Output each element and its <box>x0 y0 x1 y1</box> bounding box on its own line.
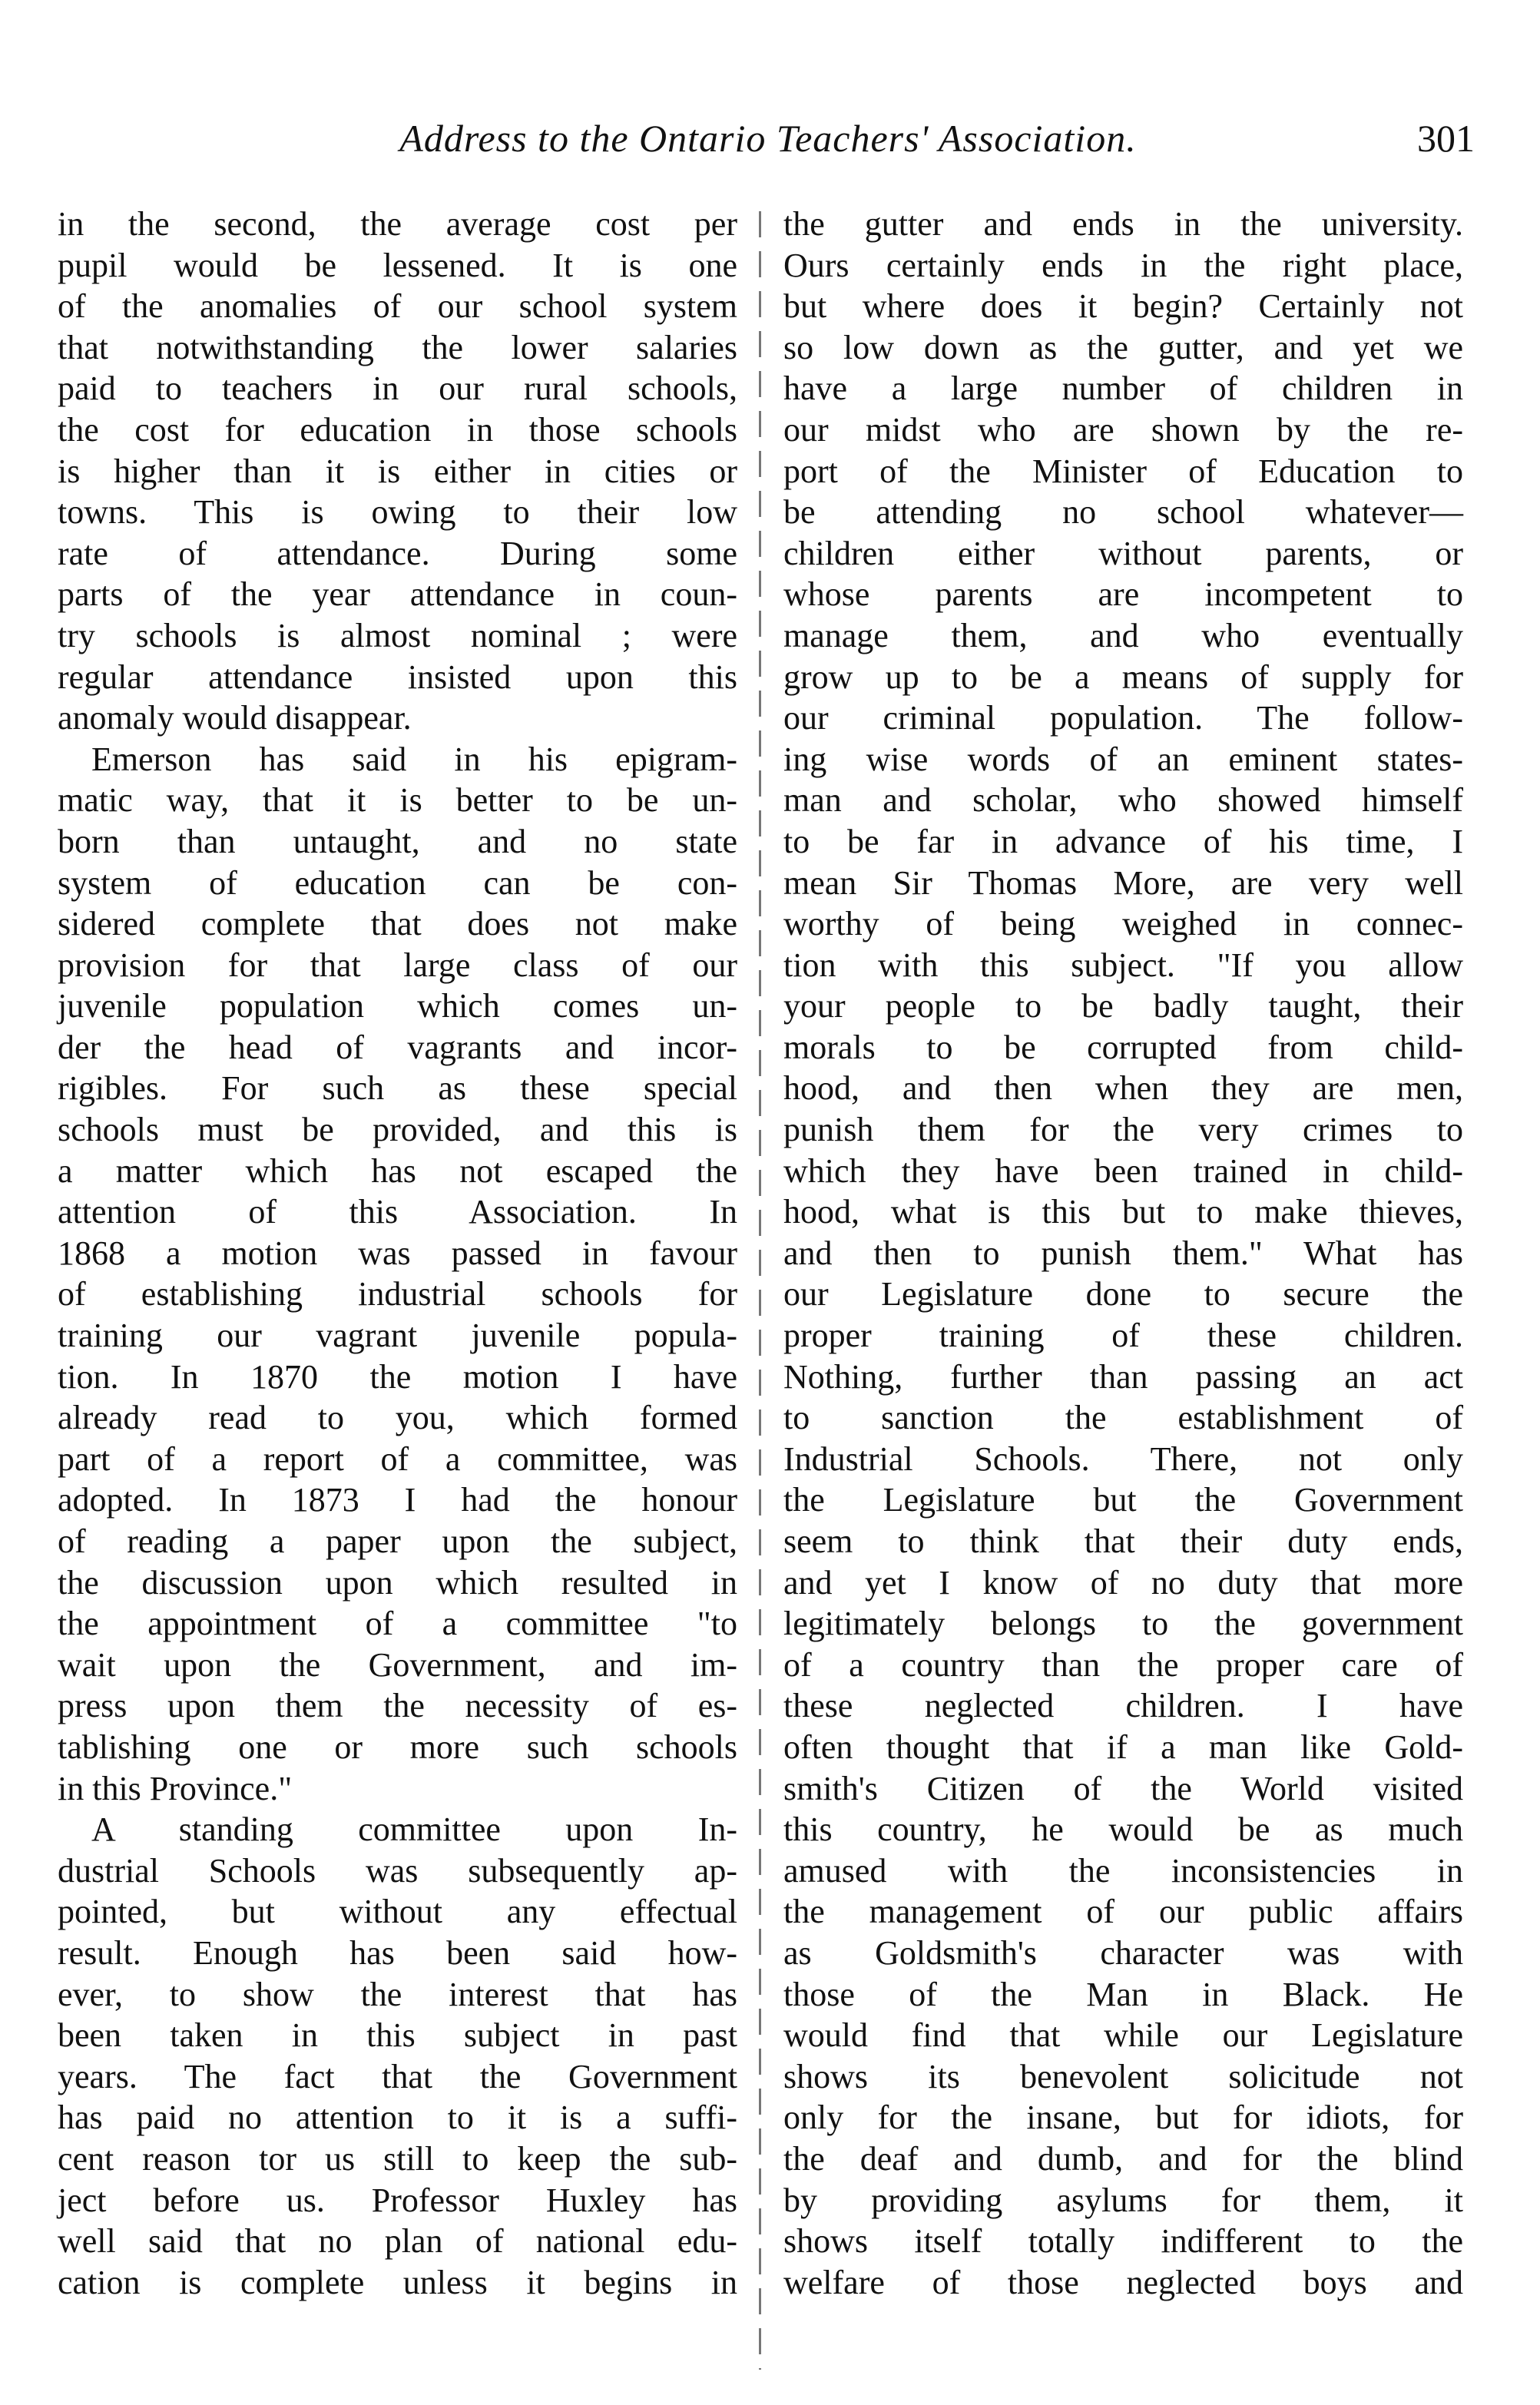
text-line: Nothing, further than passing an act <box>783 1357 1463 1396</box>
text-line: towns. This is owing to their low <box>58 493 737 532</box>
text-line: and yet I know of no duty that more <box>783 1563 1463 1602</box>
text-line: regular attendance insisted upon this <box>58 658 737 696</box>
text-line: of reading a paper upon the subject, <box>58 1522 737 1560</box>
text-line: morals to be corrupted from child- <box>783 1028 1463 1066</box>
text-line: has paid no attention to it is a suffi- <box>58 2099 737 2137</box>
text-line: der the head of vagrants and incor- <box>58 1028 737 1066</box>
text-line: sidered complete that does not make <box>58 905 737 943</box>
text-line: attention of this Association. In <box>58 1193 737 1231</box>
text-line: a matter which has not escaped the <box>58 1151 737 1190</box>
text-line: ever, to show the interest that has <box>58 1975 737 2013</box>
text-line: schools must be provided, and this is <box>58 1111 737 1149</box>
text-line: shows itself totally indifferent to the <box>783 2222 1463 2261</box>
text-line: anomaly would disappear. <box>58 699 412 737</box>
text-line: so low down as the gutter, and yet we <box>783 328 1463 366</box>
text-line: ject before us. Professor Huxley has <box>58 2181 737 2219</box>
text-line: in the second, the average cost per <box>58 205 737 243</box>
text-line: shows its benevolent solicitude not <box>783 2057 1463 2095</box>
text-line: cation is complete unless it begins in <box>58 2263 737 2301</box>
text-line: our Legislature done to secure the <box>783 1275 1463 1313</box>
text-line: mean Sir Thomas More, are very well <box>783 863 1463 902</box>
text-line: the appointment of a committee "to <box>58 1605 737 1643</box>
text-line: but where does it begin? Certainly not <box>783 287 1463 326</box>
text-line: to be far in advance of his time, I <box>783 822 1463 860</box>
text-line: in this Province." <box>58 1769 293 1807</box>
text-line: only for the insane, but for idiots, for <box>783 2099 1463 2137</box>
right-column <box>783 204 1463 2303</box>
text-line: Industrial Schools. There, not only <box>783 1439 1463 1478</box>
text-line: often thought that if a man like Gold- <box>783 1728 1463 1766</box>
text-line: hood, and then when they are men, <box>783 1069 1463 1108</box>
text-line: our midst who are shown by the re- <box>783 410 1463 449</box>
text-line: this country, he would be as much <box>783 1810 1463 1849</box>
text-line: and then to punish them." What has <box>783 1234 1463 1272</box>
text-line: man and scholar, who showed himself <box>783 781 1463 820</box>
text-line: cent reason tor us still to keep the sub- <box>58 2139 737 2178</box>
text-line: these neglected children. I have <box>783 1687 1463 1725</box>
text-line: adopted. In 1873 I had the honour <box>58 1481 737 1519</box>
text-line: try schools is almost nominal ; were <box>58 616 737 654</box>
text-line: your people to be badly taught, their <box>783 987 1463 1025</box>
text-line: ing wise words of an eminent states- <box>783 740 1463 778</box>
text-line: already read to you, which formed <box>58 1399 737 1437</box>
text-line: the management of our public affairs <box>783 1893 1463 1931</box>
text-line: juvenile population which comes un- <box>58 987 737 1025</box>
text-line: wait upon the Government, and im- <box>58 1645 737 1684</box>
text-line: tion with this subject. "If you allow <box>783 946 1463 984</box>
text-line: of establishing industrial schools for <box>58 1275 737 1313</box>
text-line: part of a report of a committee, was <box>58 1439 737 1478</box>
text-line: that notwithstanding the lower salaries <box>58 328 737 366</box>
text-line: Ours certainly ends in the right place, <box>783 246 1463 284</box>
text-line: punish them for the very crimes to <box>783 1111 1463 1149</box>
text-line: provision for that large class of our <box>58 946 737 984</box>
text-line: result. Enough has been said how- <box>58 1933 737 1972</box>
text-line: of a country than the proper care of <box>783 1645 1463 1684</box>
paragraph-start-line: A standing committee upon In- <box>91 1810 737 1849</box>
text-line: the deaf and dumb, and for the blind <box>783 2139 1463 2178</box>
text-line: hood, what is this but to make thieves, <box>783 1193 1463 1231</box>
text-line: the gutter and ends in the university. <box>783 205 1463 243</box>
text-line: the Legislature but the Government <box>783 1481 1463 1519</box>
text-line: system of education can be con- <box>58 863 737 902</box>
text-line: manage them, and who eventually <box>783 616 1463 654</box>
text-line: would find that while our Legislature <box>783 2016 1463 2055</box>
text-line: pupil would be lessened. It is one <box>58 246 737 284</box>
text-line: 1868 a motion was passed in favour <box>58 1234 737 1272</box>
text-line: tion. In 1870 the motion I have <box>58 1357 737 1396</box>
page-number: 301 <box>1417 117 1475 160</box>
text-line: rigibles. For such as these special <box>58 1069 737 1108</box>
running-title: Address to the Ontario Teachers' Association. <box>399 117 1137 160</box>
text-line: grow up to be a means of supply for <box>783 658 1463 696</box>
text-line: training our vagrant juvenile popula- <box>58 1317 737 1355</box>
text-line: the discussion upon which resulted in <box>58 1563 737 1602</box>
text-line: seem to think that their duty ends, <box>783 1522 1463 1560</box>
text-line: welfare of those neglected boys and <box>783 2263 1463 2301</box>
text-line: pointed, but without any effectual <box>58 1893 737 1931</box>
text-line: tablishing one or more such schools <box>58 1728 737 1766</box>
text-line: children either without parents, or <box>783 534 1463 572</box>
text-line: smith's Citizen of the World visited <box>783 1769 1463 1807</box>
text-line: been taken in this subject in past <box>58 2016 737 2055</box>
text-line: worthy of being weighed in connec- <box>783 905 1463 943</box>
text-line: as Goldsmith's character was with <box>783 1933 1463 1972</box>
text-line: port of the Minister of Education to <box>783 452 1463 490</box>
text-line: dustrial Schools was subsequently ap- <box>58 1851 737 1890</box>
text-line: parts of the year attendance in coun- <box>58 575 737 614</box>
column-divider <box>759 211 761 2370</box>
text-line: by providing asylums for them, it <box>783 2181 1463 2219</box>
text-line: rate of attendance. During some <box>58 534 737 572</box>
text-line: well said that no plan of national edu- <box>58 2222 737 2261</box>
text-line: the cost for education in those schools <box>58 410 737 449</box>
text-line: which they have been trained in child- <box>783 1151 1463 1190</box>
text-line: have a large number of children in <box>783 369 1463 408</box>
text-line: whose parents are incompetent to <box>783 575 1463 614</box>
left-column <box>58 204 737 2303</box>
text-line: amused with the inconsistencies in <box>783 1851 1463 1890</box>
text-line: legitimately belongs to the government <box>783 1605 1463 1643</box>
text-line: is higher than it is either in cities or <box>58 452 737 490</box>
text-line: proper training of these children. <box>783 1317 1463 1355</box>
text-line: born than untaught, and no state <box>58 822 737 860</box>
text-line: years. The fact that the Government <box>58 2057 737 2095</box>
text-line: matic way, that it is better to be un- <box>58 781 737 820</box>
text-line: our criminal population. The follow- <box>783 699 1463 737</box>
paragraph-start-line: Emerson has said in his epigram- <box>91 740 737 778</box>
text-line: those of the Man in Black. He <box>783 1975 1463 2013</box>
text-line: of the anomalies of our school system <box>58 287 737 326</box>
text-line: paid to teachers in our rural schools, <box>58 369 737 408</box>
text-line: press upon them the necessity of es- <box>58 1687 737 1725</box>
text-line: to sanction the establishment of <box>783 1399 1463 1437</box>
text-line: be attending no school whatever— <box>783 493 1463 532</box>
